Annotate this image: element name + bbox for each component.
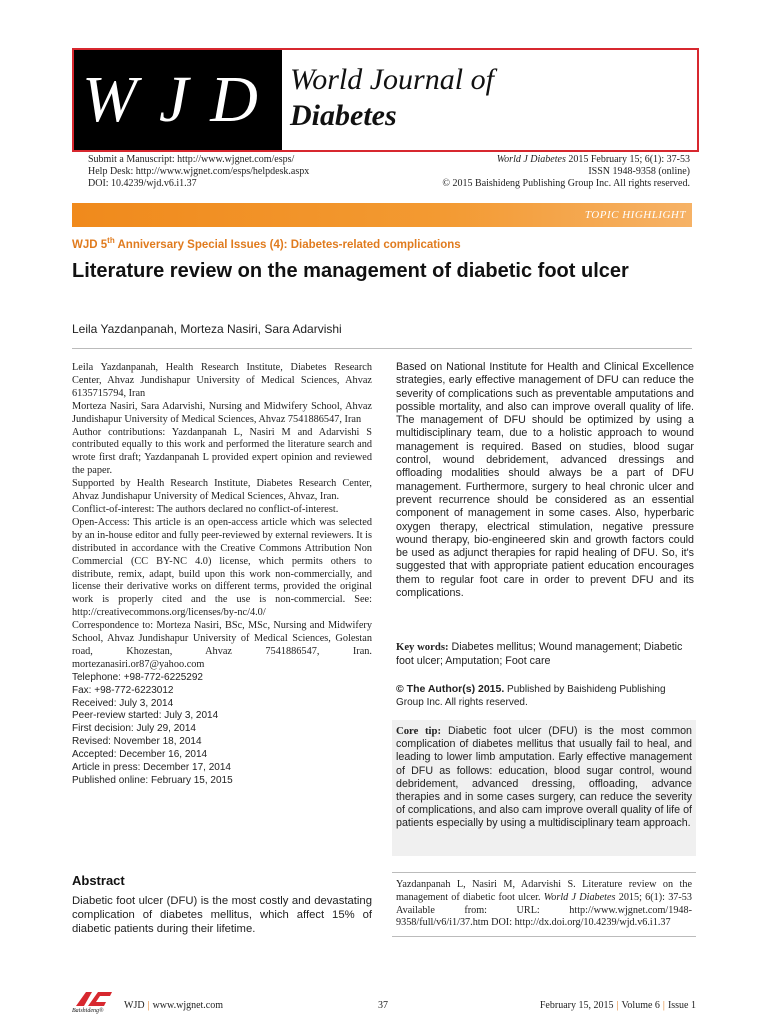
citation-journal: World J Diabetes bbox=[543, 891, 616, 903]
keywords-text: Diabetes mellitus; Wound management; Diabetic foot ulcer; Amputation; Foot care bbox=[396, 641, 683, 667]
footer-volume: Volume 6 bbox=[621, 1000, 660, 1011]
article-info-column bbox=[72, 362, 372, 788]
topic-highlight-bar bbox=[72, 203, 692, 227]
submission-info bbox=[88, 154, 309, 190]
first-decision-date: First decision: July 29, 2014 bbox=[72, 723, 196, 735]
submit-link[interactable]: Submit a Manuscript: http://www.wjgnet.com/esps/ bbox=[88, 154, 295, 165]
accepted-date: Accepted: December 16, 2014 bbox=[72, 749, 208, 761]
publisher-name: Baishideng® bbox=[72, 1008, 104, 1014]
helpdesk-link[interactable]: Help Desk: http://www.wjgnet.com/esps/helpdesk.aspx bbox=[88, 166, 310, 177]
abstract-text: Diabetic foot ulcer (DFU) is the most costly and devastating complication of diabetes mellitus, which affect 15% of diabetic patients during their lifetime. bbox=[72, 895, 372, 936]
page-number: 37 bbox=[378, 1000, 388, 1011]
correspondence: Correspondence to: Morteza Nasiri, BSc, MSc, Nursing and Midwifery School, Ahvaz Jundishapur University of Medical Sciences, Golestan road, Khozestan, Ahvaz 7541886547, Iran. mortezanasiri.or87@yahoo.com bbox=[72, 620, 372, 670]
topic-label: TOPIC HIGHLIGHT bbox=[584, 209, 686, 221]
keywords bbox=[396, 641, 694, 668]
author-list: Leila Yazdanpanah, Morteza Nasiri, Sara Adarvishi bbox=[72, 322, 342, 336]
received-date: Received: July 3, 2014 bbox=[72, 697, 174, 709]
core-tip-label: Core tip: bbox=[396, 725, 442, 737]
citation-after[interactable]: 2015; 6(1): 37-53 Available from: URL: http://www.wjgnet.com/1948-9358/full/v6/i1/37.htm DOI: http://dx.doi.org/10.4239/wjd.v6.i1.37 bbox=[396, 891, 692, 929]
keywords-label: Key words: bbox=[396, 641, 449, 653]
issue-details: 2015 February 15; 6(1): 37-53 bbox=[565, 154, 690, 165]
footer-date: February 15, 2015 bbox=[539, 1000, 614, 1011]
footer-journal-abbr: WJD bbox=[124, 1000, 145, 1011]
support-statement: Supported by Health Research Institute, Diabetes Research Center, Ahvaz Jundishapur University of Medical Sciences, Ahvaz, Iran. bbox=[72, 478, 372, 503]
publication-info bbox=[442, 154, 690, 190]
journal-name-line2: Diabetes bbox=[290, 99, 397, 132]
doi-text: DOI: 10.4239/wjd.v6.i1.37 bbox=[88, 178, 197, 189]
affiliation-2: Morteza Nasiri, Sara Adarvishi, Nursing and Midwifery School, Ahvaz Jundishapur University of Medical Sciences, Ahvaz 7541886547, Iran bbox=[72, 400, 372, 425]
special-issue-prefix: WJD 5 bbox=[72, 238, 108, 251]
journal-masthead bbox=[72, 48, 699, 152]
revised-date: Revised: November 18, 2014 bbox=[72, 736, 202, 748]
abstract-heading: Abstract bbox=[72, 873, 125, 888]
copyright-line: © 2015 Baishideng Publishing Group Inc. All rights reserved. bbox=[442, 178, 690, 189]
citation-box bbox=[392, 872, 696, 937]
conflict-statement: Conflict-of-interest: The authors declared no conflict-of-interest. bbox=[72, 503, 339, 515]
journal-logo: WJD bbox=[74, 50, 282, 150]
in-press-date: Article in press: December 17, 2014 bbox=[72, 762, 231, 774]
abstract-continuation: Based on National Institute for Health and Clinical Excellence strategies, early effective management of DFU can reduce the severity of complications such as preventable amputations and possible mortality, and also can improve overall quality of life. The management of DFU should be optimized by using a multidisciplinary team, due to a holistic approach to wound management is required. Based on studies, blood sugar control, wound debridement, advanced dressings and offloading modalities should always be a part of DFU management. Furthermore, surgery to heal chronic ulcer and prevent recurrence should be considered as an essential component of management in some cases. Also, hyperbaric oxygen therapy, electrical stimulation, negative pressure wound therapy, bio-engineered skin and growth factors could be used as adjunct therapies for rapid healing of DFU. So, it's suggested that with appropriate patient education encourages them to regular foot care in order to prevent DFU and its complications. bbox=[396, 361, 694, 600]
core-tip-box bbox=[392, 720, 696, 856]
copyright-notice bbox=[396, 683, 694, 709]
footer-journal: WJD | www.wjgnet.com bbox=[124, 1000, 224, 1011]
published-date: Published online: February 15, 2015 bbox=[72, 775, 233, 786]
fax: Fax: +98-772-6223012 bbox=[72, 684, 174, 696]
copyright-bold: © The Author(s) 2015. bbox=[396, 683, 505, 695]
core-tip-text: Diabetic foot ulcer (DFU) is the most common complication of diabetes mellitus that usually fail to heal, and leading to lower limb amputation. Early effective management of DFU as follows: education, blood sugar control, wound debridement, advanced dressing, offloading, advance therapies and in some cases surgery, can reduce the severity of complications, and also cam improve overall quality of life of patients especially by using a multidisciplinary team approach. bbox=[396, 725, 692, 830]
affiliation-1: Leila Yazdanpanah, Health Research Institute, Diabetes Research Center, Ahvaz Jundishapur University of Medical Sciences, Ahvaz 6135715794, Iran bbox=[72, 362, 372, 399]
publisher-mark-icon bbox=[72, 990, 118, 1008]
article-title: Literature review on the management of diabetic foot ulcer bbox=[72, 260, 629, 282]
journal-abbrev: World J Diabetes bbox=[496, 154, 566, 165]
author-contributions: Author contributions: Yazdanpanah L, Nasiri M and Adarvishi S contributed equally to this work and performed the literature search and wrote first draft; Yazdanpanah L provided expert opinion and reviewed the paper. bbox=[72, 426, 372, 477]
telephone: Telephone: +98-772-6225292 bbox=[72, 671, 203, 683]
copyright-text: Published by Baishideng Publishing Group Inc. All rights reserved. bbox=[396, 684, 666, 708]
citation-before: Yazdanpanah L, Nasiri M, Adarvishi S. Literature review on the management of diabetic foot ulcer. bbox=[396, 879, 692, 903]
journal-name-line1: World Journal of bbox=[290, 63, 494, 96]
open-access-statement: Open-Access: This article is an open-access article which was selected by an in-house editor and fully peer-reviewed by external reviewers. It is distributed in accordance with the Creative Commons Attribution Non Commercial (CC BY-NC 4.0) license, which permits others to distribute, remix, adapt, build upon this work non-commercially, and license their derivative works on different terms, provided the original work is properly cited and the use is non-commercial. See: http://creativecommons.org/licenses/by-nc/4.0/ bbox=[72, 516, 373, 619]
special-issue-suffix: Anniversary Special Issues (4): Diabetes-related complications bbox=[114, 238, 461, 251]
issn-text: ISSN 1948-9358 (online) bbox=[588, 166, 690, 177]
special-issue-label bbox=[72, 236, 461, 251]
journal-name bbox=[290, 62, 494, 134]
special-issue-sup: th bbox=[107, 236, 115, 245]
issue-citation bbox=[442, 154, 690, 166]
peer-review-date: Peer-review started: July 3, 2014 bbox=[72, 710, 219, 722]
divider bbox=[72, 348, 692, 349]
footer-issue: Issue 1 bbox=[667, 1000, 696, 1011]
publisher-logo bbox=[72, 990, 118, 1016]
footer-website-link[interactable]: www.wjgnet.com bbox=[152, 1000, 224, 1011]
footer-issue-info: February 15, 2015 | Volume 6 | Issue 1 bbox=[539, 1000, 696, 1011]
